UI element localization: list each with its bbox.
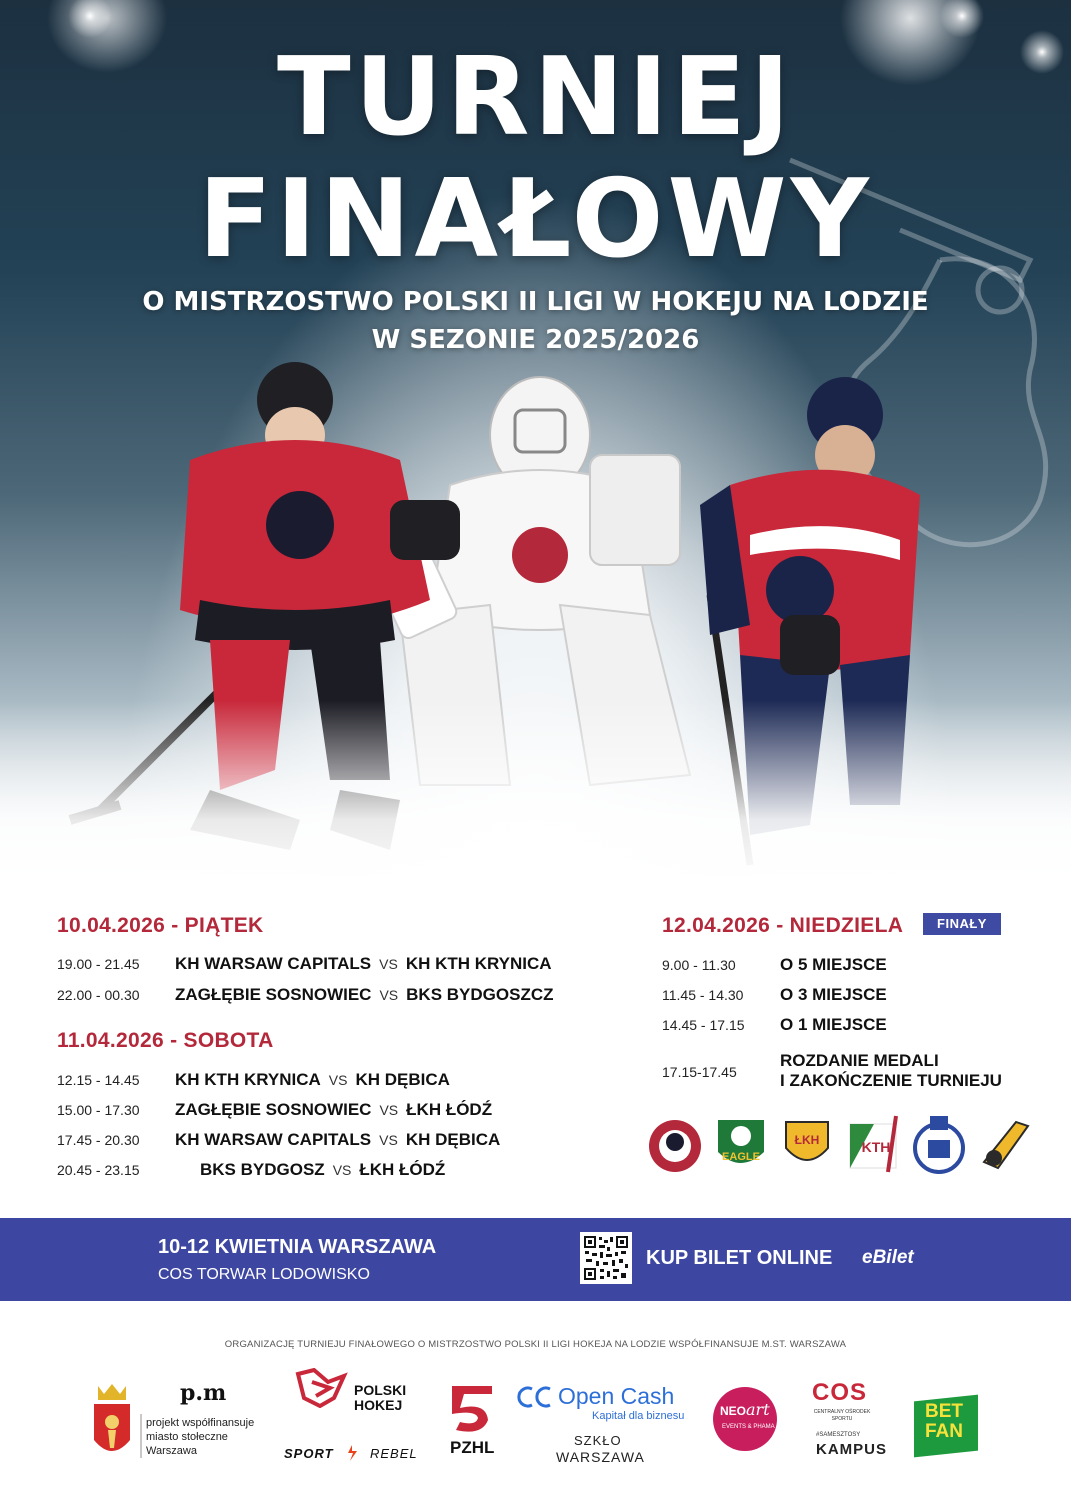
versus: VS — [379, 987, 399, 1003]
betfan-text-2: FAN — [925, 1421, 963, 1442]
pm-caption-1: projekt współfinansuje — [146, 1417, 255, 1429]
game-time: 20.45 - 23.15 — [57, 1162, 140, 1178]
neoart-text-3: EVENTS & PHAMA — [722, 1424, 775, 1430]
home-team: BKS BYDGOSZ — [200, 1160, 325, 1179]
buy-ticket-link[interactable]: KUP BILET ONLINE — [646, 1247, 833, 1269]
title-line-1: TURNIEJ — [276, 35, 795, 160]
kth-logo — [844, 1112, 902, 1176]
club-logos — [640, 1112, 1040, 1182]
cos-logo: COS — [812, 1379, 868, 1406]
sport-rebel-text-1: SPORT — [284, 1446, 334, 1461]
day-title-saturday: 11.04.2026 - SOBOTA — [57, 1029, 274, 1052]
versus: VS — [379, 956, 398, 972]
pm-caption-2: miasto stołeczne — [146, 1431, 228, 1443]
finals-badge: FINAŁY — [923, 913, 1001, 935]
ice-mist — [0, 700, 1071, 900]
open-cash-tagline: Kapitał dla biznesu — [592, 1410, 685, 1422]
pzhl-emblem — [446, 1380, 498, 1436]
game-time: 22.00 - 00.30 — [57, 987, 140, 1003]
away-team: KH DĘBICA — [405, 1130, 501, 1149]
neoart-text-2: art — [746, 1400, 770, 1419]
neoart-logo — [713, 1387, 777, 1451]
final-time: 14.45 - 17.15 — [662, 1017, 745, 1033]
lkh-logo-text: ŁKH — [794, 1133, 820, 1147]
neoart-text-1: NEO — [720, 1404, 747, 1418]
subtitle-line-1: O MISTRZOSTWO POLSKI II LIGI W HOKEJU NA LODZIE — [142, 287, 929, 317]
ceremony-time: 17.15-17.45 — [662, 1064, 737, 1080]
final-time: 9.00 - 11.30 — [662, 957, 736, 973]
away-team: ŁKH ŁÓDŹ — [359, 1160, 446, 1179]
versus: VS — [379, 1132, 398, 1148]
final-time: 11.45 - 14.30 — [662, 987, 744, 1003]
kampus-logo: KAMPUS — [816, 1441, 888, 1458]
ceremony-line-2: I ZAKOŃCZENIE TURNIEJU — [780, 1071, 1002, 1090]
away-team: BKS BYDGOSZCZ — [406, 985, 554, 1004]
lkh-logo — [778, 1112, 836, 1176]
ebilet-logo[interactable]: eBilet — [862, 1247, 914, 1268]
game-time: 12.15 - 14.45 — [57, 1072, 140, 1088]
szklo-line-1: SZKŁO — [574, 1433, 622, 1448]
sport-rebel-mark-icon — [342, 1443, 362, 1463]
event-dates: 10-12 KWIETNIA WARSZAWA — [158, 1236, 437, 1258]
arena-light — [68, 0, 112, 38]
warsaw-coat-of-arms-logo — [88, 1382, 136, 1464]
subtitle-line-2: W SEZONIE 2025/2026 — [371, 325, 700, 355]
polski-hokej-line-2: HOKEJ — [354, 1397, 403, 1413]
away-team: KH KTH KRYNICA — [405, 954, 552, 973]
open-cash-name: Open Cash — [558, 1383, 675, 1409]
cos-subtitle: CENTRALNY OŚRODEK SPORTU — [813, 1409, 871, 1422]
cofinancing-note: ORGANIZACJĘ TURNIEJU FINAŁOWEGO O MISTRZOSTWO POLSKI II LIGI HOKEJA NA LODZIE WSPÓŁFINANSUJE M.ST. WARSZAWA — [224, 1339, 847, 1350]
final-label: O 1 MIEJSCE — [780, 1015, 887, 1034]
pm-caption-3: Warszawa — [146, 1445, 197, 1457]
open-cash-mark-icon — [514, 1385, 554, 1409]
game-time: 15.00 - 17.30 — [57, 1102, 140, 1118]
event-venue: COS TORWAR LODOWISKO — [158, 1266, 370, 1283]
day-title-sunday: 12.04.2026 - NIEDZIELA — [662, 914, 904, 937]
home-team: KH KTH KRYNICA — [175, 1070, 321, 1089]
home-team: KH WARSAW CAPITALS — [175, 954, 372, 973]
game-time: 19.00 - 21.45 — [57, 956, 140, 972]
eagle-logo-text: EAGLE — [722, 1151, 760, 1163]
pm-logo: p.m — [180, 1380, 227, 1406]
versus: VS — [332, 1162, 352, 1178]
kampus-tag: #SAMESZTOSY — [816, 1432, 861, 1438]
away-team: KH DĘBICA — [355, 1070, 450, 1089]
home-team: ZAGŁĘBIE SOSNOWIEC — [175, 985, 372, 1004]
warsaw-capitals-logo — [646, 1112, 704, 1176]
versus: VS — [328, 1072, 348, 1088]
ceremony-line-1: ROZDANIE MEDALI — [780, 1051, 939, 1070]
day-title-friday: 10.04.2026 - PIĄTEK — [57, 914, 264, 937]
polski-hokej-emblem — [294, 1368, 348, 1408]
final-label: O 5 MIEJSCE — [780, 955, 887, 974]
final-label: O 3 MIEJSCE — [780, 985, 887, 1004]
eagle-logo — [712, 1112, 770, 1176]
sport-rebel-text-2: REBEL — [370, 1446, 418, 1461]
home-team: KH WARSAW CAPITALS — [175, 1130, 372, 1149]
polski-hokej-line-1: POLSKI — [354, 1382, 407, 1398]
info-banner — [0, 1218, 1071, 1301]
ticket-qr-code[interactable] — [580, 1232, 632, 1284]
title-line-2: FINAŁOWY — [198, 157, 873, 282]
betfan-text-1: BET — [925, 1401, 963, 1422]
bks-logo — [910, 1112, 968, 1176]
home-team: ZAGŁĘBIE SOSNOWIEC — [175, 1100, 372, 1119]
away-team: ŁKH ŁÓDŹ — [406, 1100, 493, 1119]
kth-logo-text: KTH — [861, 1139, 891, 1155]
game-time: 17.45 - 20.30 — [57, 1132, 140, 1148]
zaglebie-logo — [976, 1112, 1034, 1176]
pzhl-text: PZHL — [450, 1438, 495, 1457]
versus: VS — [379, 1102, 399, 1118]
arena-light — [940, 0, 984, 38]
pm-divider — [140, 1414, 142, 1458]
szklo-line-2: WARSZAWA — [556, 1449, 645, 1465]
